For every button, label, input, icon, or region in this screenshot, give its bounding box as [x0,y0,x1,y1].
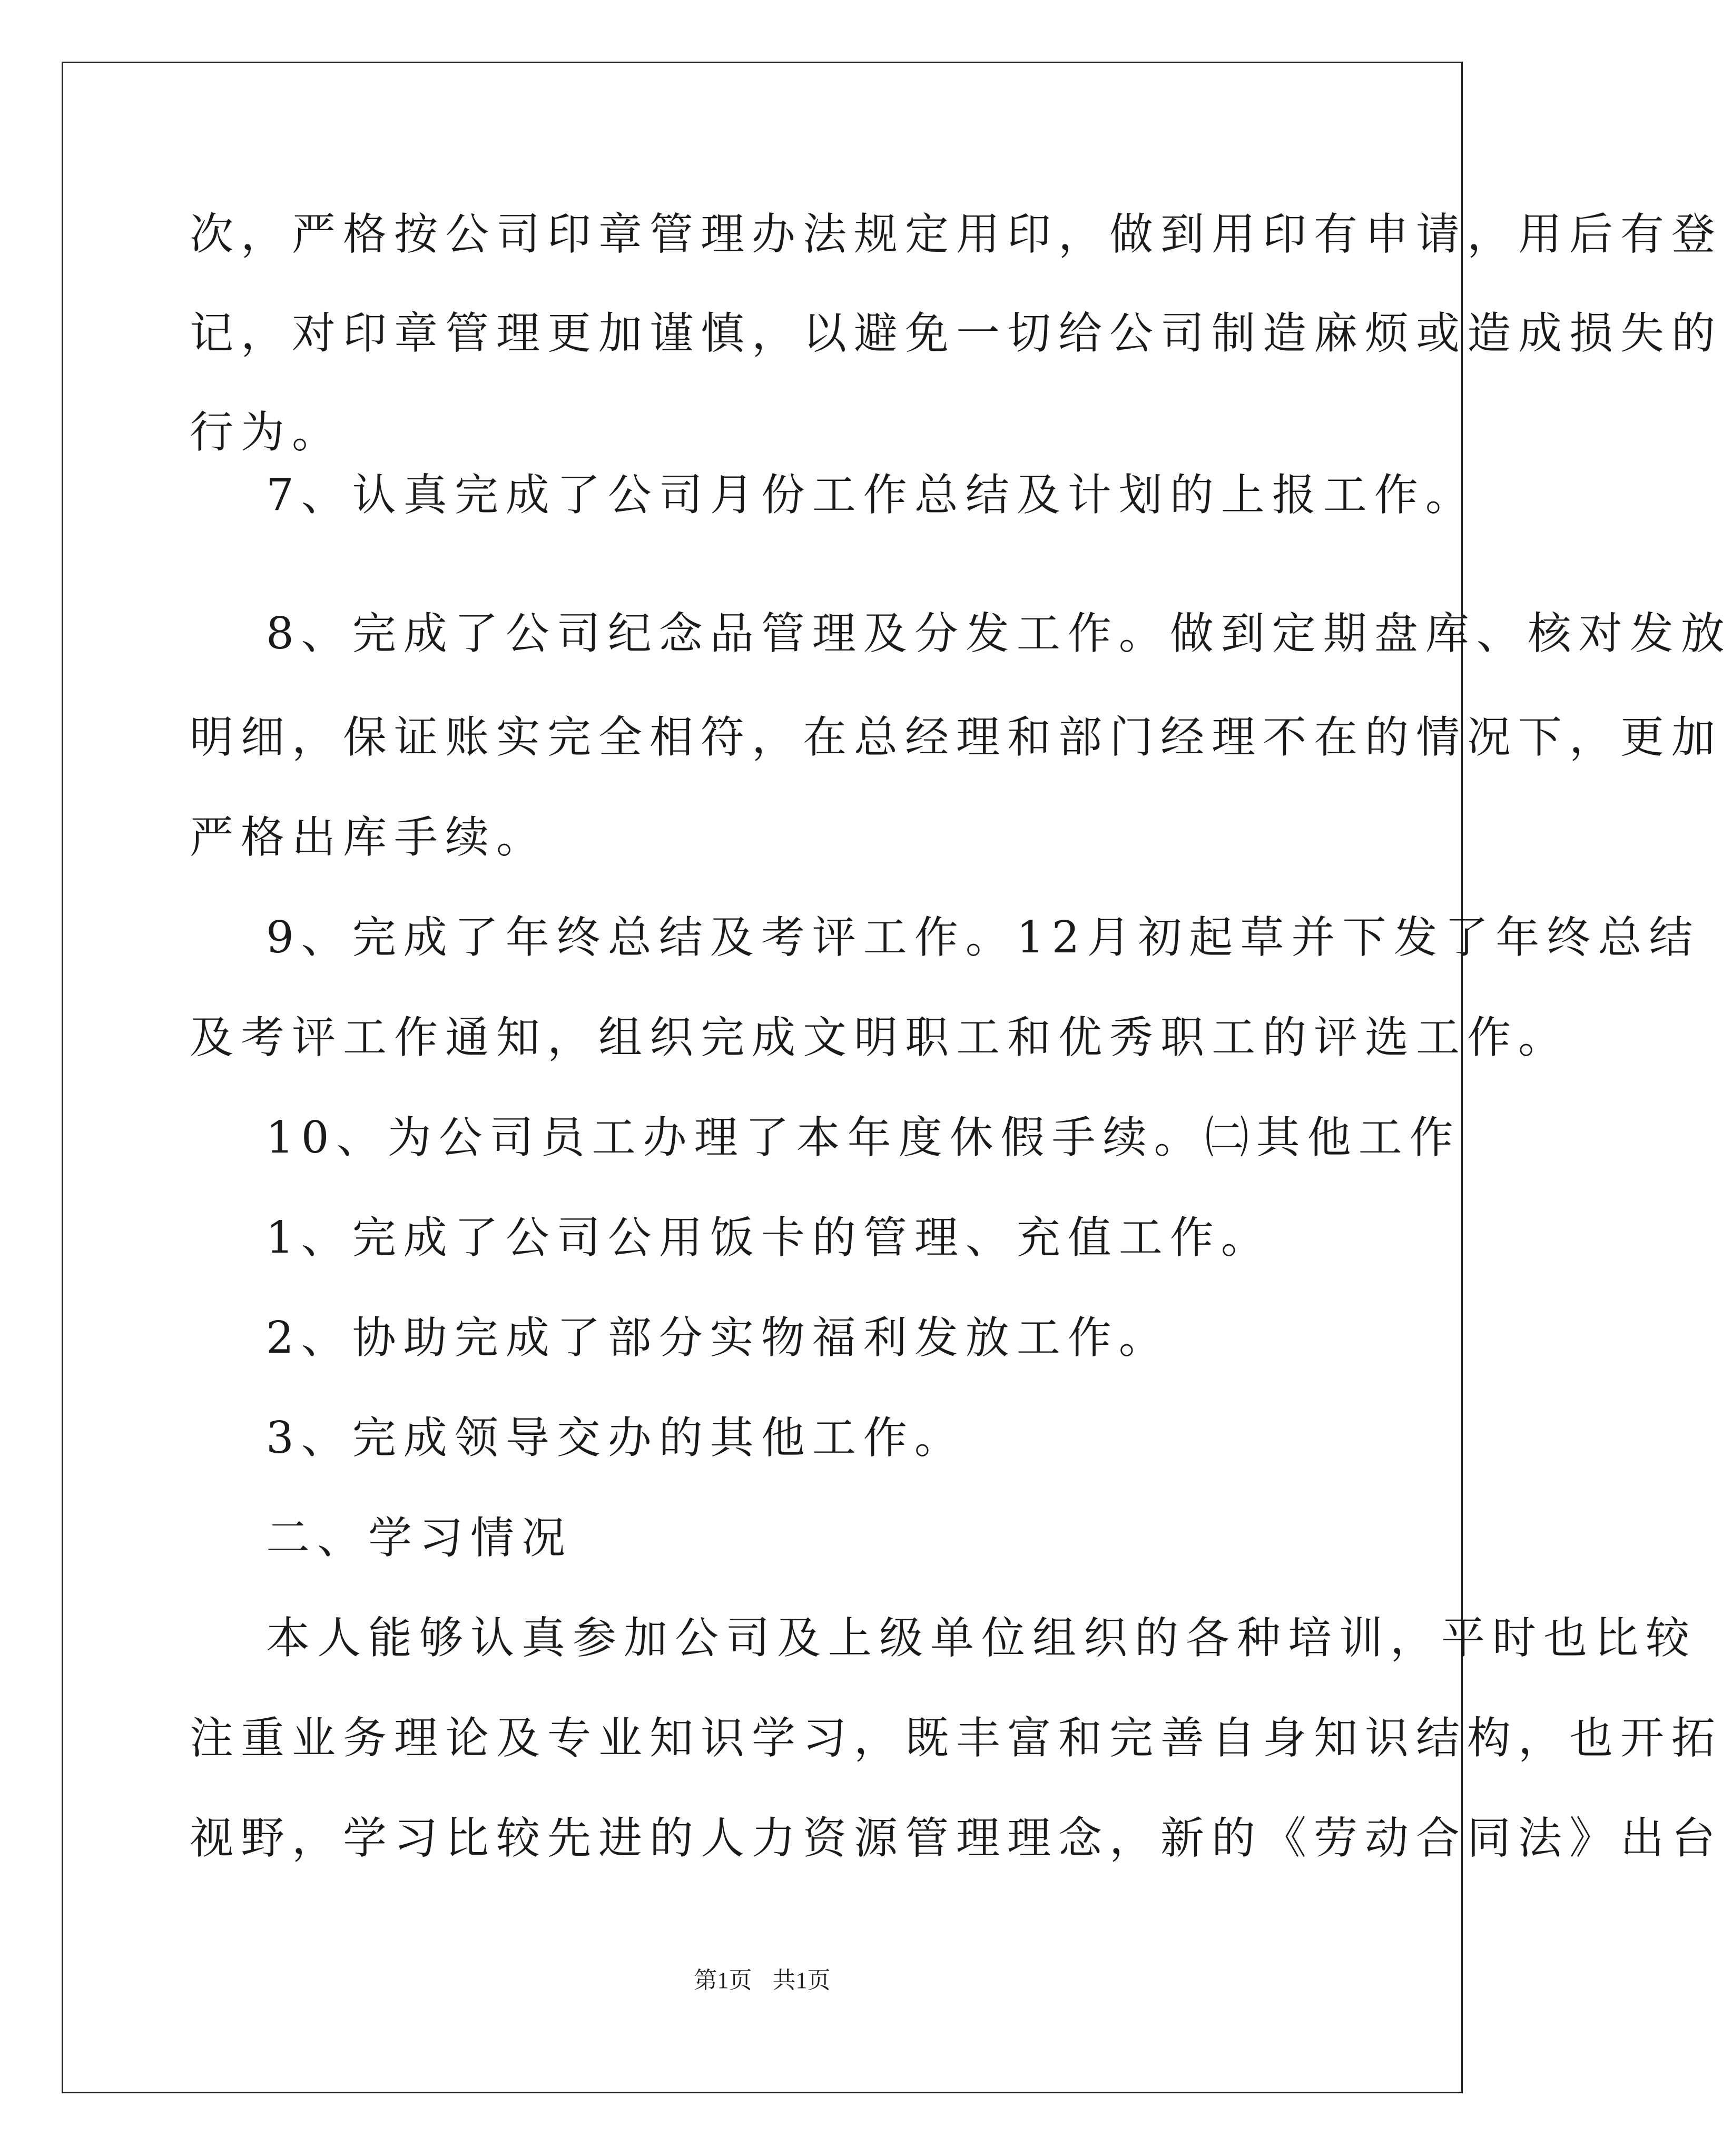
text-line: 7、认真完成了公司月份工作总结及计划的上报工作。 [266,469,1477,520]
text-line: 8、完成了公司纪念品管理及分发工作。做到定期盘库、核对发放 [266,608,1732,659]
text-line: 2、协助完成了部分实物福利发放工作。 [266,1312,1170,1363]
text-line: 明细，保证账实完全相符，在总经理和部门经理不在的情况下，更加 [190,712,1723,763]
page-border [62,62,1732,2093]
text-line: 记，对印章管理更加谨慎，以避免一切给公司制造麻烦或造成损失的 [190,308,1723,359]
page-footer [0,1965,1524,1996]
page-total: 共1页 [772,1967,831,1993]
text-line: 严格出库手续。 [190,812,547,863]
text-line: 9、完成了年终总结及考评工作。12月初起草并下发了年终总结 [266,912,1700,963]
text-line: 行为。 [190,407,343,458]
page-number: 第1页 [694,1967,752,1993]
text-line: 3、完成领导交办的其他工作。 [266,1412,966,1463]
text-line: 本人能够认真参加公司及上级单位组织的各种培训，平时也比较 [266,1612,1697,1663]
text-line: 10、为公司员工办理了本年度休假手续。㈡其他工作 [266,1112,1461,1163]
text-line: 视野，学习比较先进的人力资源管理理念，新的《劳动合同法》出台 [190,1813,1723,1864]
text-line: 及考评工作通知，组织完成文明职工和优秀职工的评选工作。 [190,1012,1569,1063]
text-line: 注重业务理论及专业知识学习，既丰富和完善自身知识结构，也开拓 [190,1712,1723,1764]
section-heading: 二、学习情况 [266,1512,573,1563]
text-line: 次，严格按公司印章管理办法规定用印，做到用印有申请，用后有登 [190,209,1723,260]
text-line: 1、完成了公司公用饭卡的管理、充值工作。 [266,1212,1272,1263]
